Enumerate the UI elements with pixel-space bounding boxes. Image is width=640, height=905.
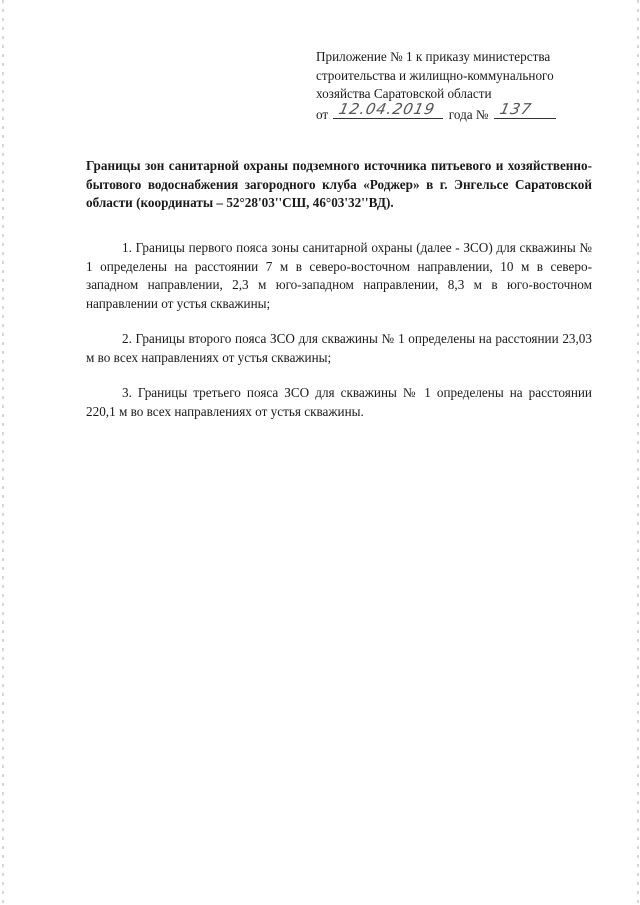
order-date-handwritten: 12.04.2019: [337, 100, 438, 118]
scan-edge-left: [2, 0, 4, 905]
paragraph-second-zone: 2. Границы второго пояса ЗСО для скважины № 1 определены на расстоянии 23,03 м во всех направлениях от устья скважины;: [86, 331, 592, 365]
header-line-3: хозяйства Саратовской области: [316, 86, 492, 101]
document-title: Границы зон санитарной охраны подземного источника питьевого и хозяйственно-бытового водоснабжения загородного клуба «Роджер» в г. Энгельсе Саратовской области (координаты – 52°28'03''СШ, 46°03'32''ВД).: [86, 158, 592, 210]
from-label: от: [316, 106, 329, 122]
scan-edge-right: [637, 0, 639, 905]
number-label: года №: [448, 106, 489, 122]
paragraph-first-zone: 1. Границы первого пояса зоны санитарной охраны (далее - ЗСО) для скважины № 1 определены на расстоянии 7 м в северо-восточном направлении, 10 м в северо-западном направлении, 2,3 м юго-западном направлении, 8,3 м в юго-восточном направлении от устья скважины;: [86, 240, 592, 311]
paragraph-third-zone: 3. Границы третьего пояса ЗСО для скважины № 1 определены на расстоянии 220,1 м во всех направлениях от устья скважины.: [86, 385, 592, 419]
order-date-number-line: [316, 100, 606, 125]
order-number-field: [494, 100, 556, 119]
order-number-handwritten: 137: [497, 100, 534, 118]
header-line-1: Приложение № 1 к приказу министерства: [316, 49, 551, 64]
appendix-header: [316, 48, 606, 124]
order-date-field: [333, 100, 443, 119]
header-line-2: строительства и жилищно-коммунального: [316, 67, 554, 83]
